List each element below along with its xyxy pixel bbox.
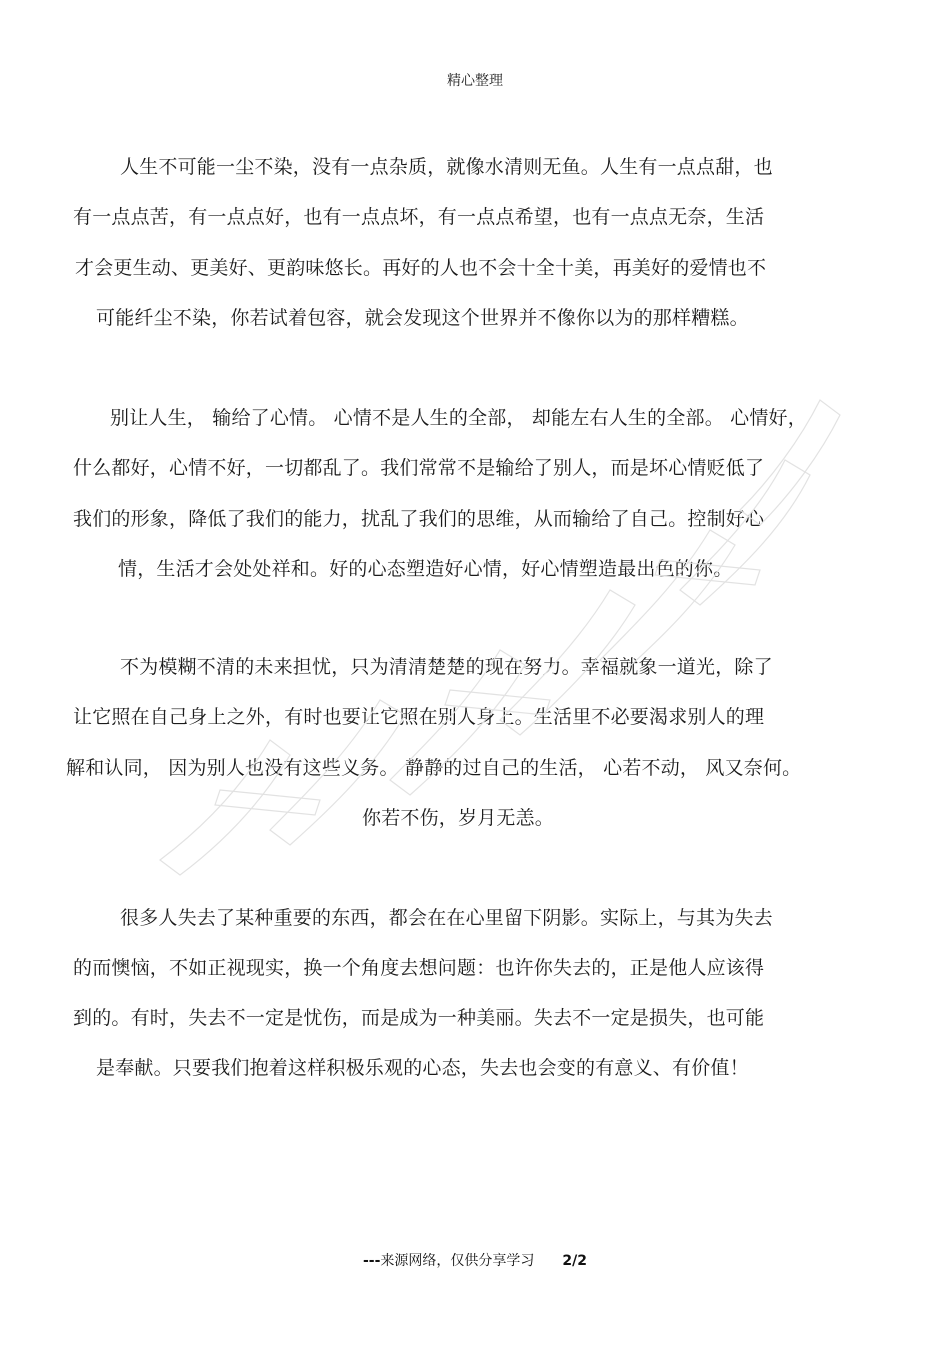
footer-dash: ---	[362, 1253, 381, 1269]
paragraph-2-line-3: 我们的形象，降低了我们的能力，扰乱了我们的思维，从而输给了自己。控制好心	[73, 508, 765, 530]
footer-source-note: 来源网络，仅供分享学习	[380, 1253, 535, 1269]
paragraph-1-line-4: 可能纤尘不染，你若试着包容，就会发现这个世界并不像你以为的那样糟糕。	[96, 307, 749, 329]
paragraph-2-line-4: 情，生活才会处处祥和。好的心态塑造好心情，好心情塑造最出色的你。	[118, 558, 733, 580]
paragraph-4-line-3: 到的。有时，失去不一定是忧伤，而是成为一种美丽。失去不一定是损失，也可能	[73, 1007, 765, 1029]
paragraph-3-line-1: 不为模糊不清的未来担忧，只为清清楚楚的现在努力。幸福就象一道光，除了	[120, 656, 773, 678]
paragraph-2-line-2: 什么都好，心情不好，一切都乱了。我们常常不是输给了别人，而是坏心情贬低了	[73, 457, 765, 479]
paragraph-2-line-1: 别让人生， 输给了心情。 心情不是人生的全部， 却能左右人生的全部。 心情好，	[110, 407, 807, 429]
page-header	[0, 70, 950, 90]
paragraph-3-line-3: 解和认同， 因为别人也没有这些义务。 静静的过自己的生活， 心若不动， 风又奈何。	[66, 757, 802, 779]
paragraph-1-line-1: 人生不可能一尘不染，没有一点杂质，就像水清则无鱼。人生有一点点甜，也	[120, 156, 773, 178]
watermark-graphic	[120, 360, 880, 880]
paragraph-3-line-2: 让它照在自己身上之外，有时也要让它照在别人身上。生活里不必要渴求别人的理	[73, 706, 765, 728]
paragraph-4-line-4: 是奉献。只要我们抱着这样积极乐观的心态，失去也会变的有意义、有价值！	[96, 1057, 749, 1079]
page-number: 2/2	[562, 1253, 588, 1269]
paragraph-3-line-4: 你若不伤，岁月无恙。	[362, 807, 555, 829]
paragraph-1-line-2: 有一点点苦，有一点点好，也有一点点坏，有一点点希望，也有一点点无奈，生活	[73, 206, 765, 228]
paragraph-4-line-2: 的而懊恼，不如正视现实，换一个角度去想问题：也许你失去的，正是他人应该得	[73, 957, 765, 979]
paragraph-4-line-1: 很多人失去了某种重要的东西，都会在在心里留下阴影。实际上，与其为失去	[120, 907, 773, 929]
page-footer	[0, 1250, 950, 1270]
header-title: 精心整理	[447, 73, 503, 89]
paragraph-1-line-3: 才会更生动、更美好、更韵味悠长。再好的人也不会十全十美，再美好的爱情也不	[75, 257, 767, 279]
